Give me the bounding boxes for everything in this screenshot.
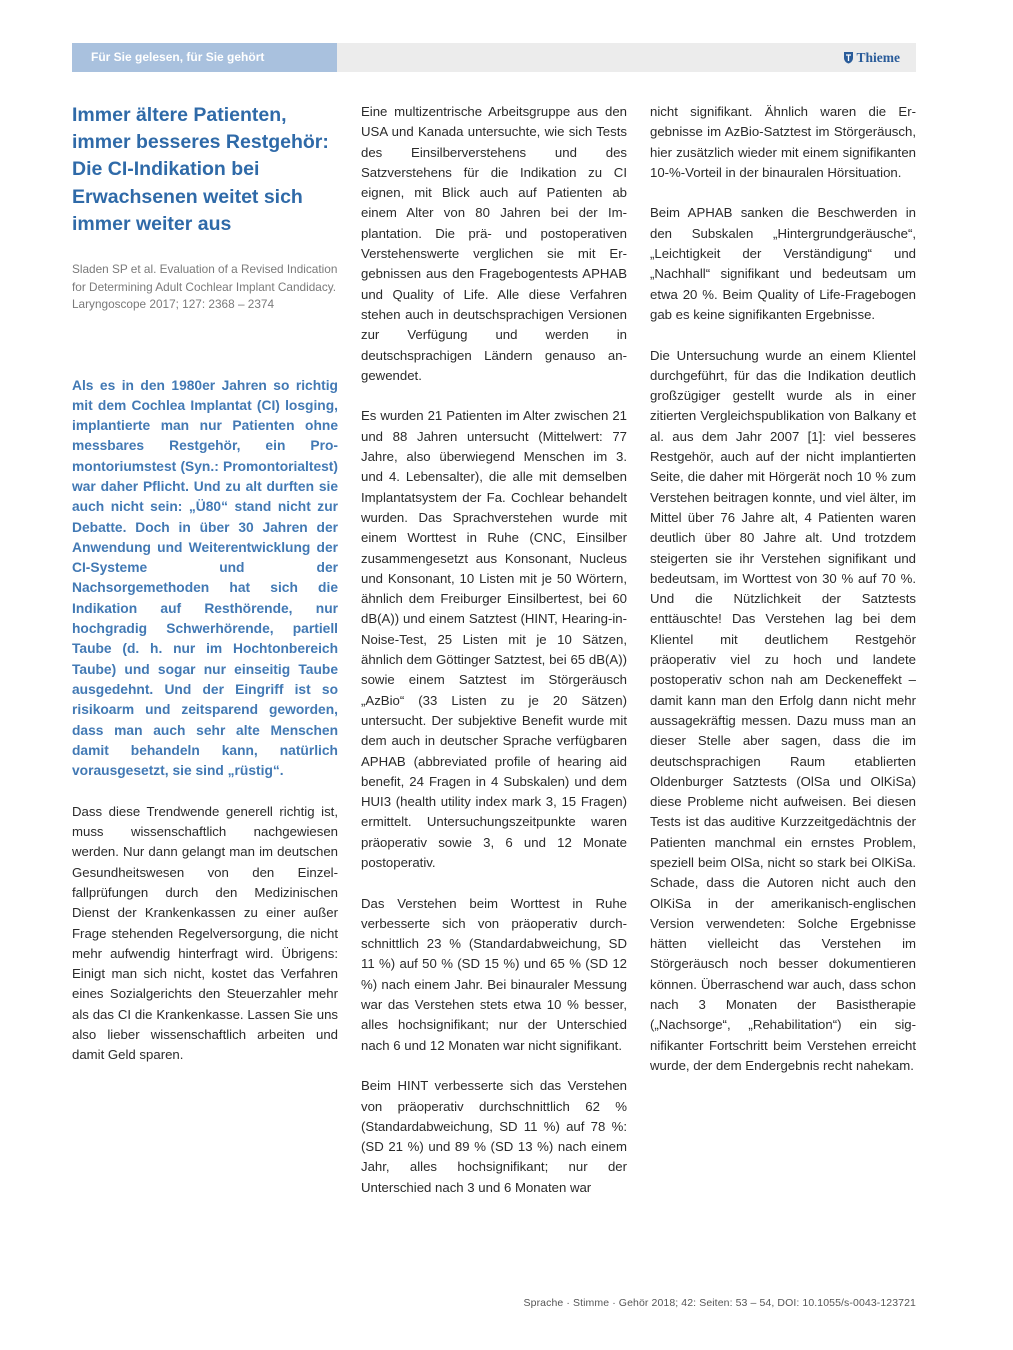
publisher-name: Thieme bbox=[856, 50, 900, 65]
article-title: Immer ältere Patienten, immer besseres Restgehör: Die CI-Indikation bei Erwachsenen weitet sich immer weiter aus bbox=[72, 104, 329, 235]
body-paragraph: Das Verstehen beim Worttest in Ruhe verbesserte sich von präoperativ durchschnittlich 23 % (Standardabweichung, SD 11 %) auf 50 % (SD 15 %) und 65 % (SD 12 %) nach einem Jahr. Bei binauraler Messung war das Verstehen stets etwa 10 % besser, alles hochsignifikant; nur der Unterschied nach 6 und 12 Monaten war nicht signifikant. bbox=[361, 895, 627, 1053]
body-paragraph: Beim APHAB sanken die Beschwerden in den Subskalen „Hintergrundgeräusche“, „Leichtigkeit der Verständigung“ und „Nachhall“ signifikant und bedeutsam um etwa 20 %. Beim Quality of Life-Fragebogen gab es keine signifikanten Ergebnisse. bbox=[650, 205, 916, 322]
thieme-logo-icon bbox=[843, 51, 854, 64]
article-citation: Sladen SP et al. Evaluation of a Revised Indication for Determining Adult Cochlear Implant Candidacy. Laryngoscope 2017; 127: 2368 – 2374 bbox=[72, 262, 338, 312]
column-1 bbox=[72, 102, 338, 1086]
body-paragraph: Die Untersuchung wurde an einem Klientel durchgeführt, für das die Indikation deutlich großzügiger gestellt wurde als in einer zitierten Vergleichspublikation von Balkany et al. aus dem Jahr 2007 [1]: viel besseres Restgehör, auch auf der nicht implantierten Seite, die daher mit Hörgerät noch 10 % zum Verstehen beitragen konnte, und viel älter, im Mittel über 76 Jahre alt, 4 Patienten waren deutlich über 80 Jahre alt. Und trotzdem steigerten sie ihr Verstehen signifikant und bedeutsam, im Worttest von 30 % auf 70 %. Und die Nützlichkeit der Satztests enttäuschte! Das Verstehen lag bei dem Klientel mit deutlichem Restgehör präoperativ viel zu hoch und landete postoperativ schon nah am Deckeneffekt – damit kann man den Erfolg dann nicht mehr aussagekräftig messen. Dazu muss man an dieser Stelle aber sagen, dass die im deutschsprachigen Raum etablierten Oldenburger Satztests (OlSa und OlKiSa) diese Probleme nicht aufweisen. Bei diesen Tests ist das auditive Kurzzeitgedächtnis der Patienten manchmal ein ernstes Problem, speziell beim OlSa, nicht so stark bei OlKiSa. Schade, dass die Autoren nicht auch den OlKiSa in der amerikanisch-englischen Version verwendeten: Solche Ergebnisse hätten vielleicht das Verstehen im Störgeräusch noch besser dokumentieren können. Überraschend war auch, dass schon nach 3 Monaten der Basistherapie („Nachsorge“, „Rehabilitation“) ein signifikanter Fortschritt beim Verstehen erreicht wurde, der dem Endergebnis recht nahekam. bbox=[650, 347, 916, 1073]
lead-paragraph: Als es in den 1980er Jahren so richtig mit dem Cochlea Implantat (CI) losging, implantierte man nur Patienten ohne messbares Restgehör, ein Promontoriumstest (Syn.: Promontorialtest) war daher Pflicht. Und zu alt durften sie auch nicht sein: „Ü80“ stand nicht zur Debatte. Doch in über 30 Jahren der Anwendung und Weiterentwicklung der CI-Systeme und der Nachsorgemethoden hat sich die Indikation auf Resthörende, nur hochgradig Schwerhörende, partiell Taube (d. h. nur im Hochtonbereich Taube) und sogar nur einseitig Taube ausgedehnt. Und der Eingriff ist so risikoarm und zeitsparend geworden, dass man auch sehr alte Menschen damit behandeln kann, natürlich vorausgesetzt, sie sind „rüstig“. bbox=[72, 377, 338, 779]
body-paragraph: Dass diese Trendwende generell richtig ist, muss wissenschaftlich nachgewiesen werden. Nur dann gelangt man im deutschen Gesundheitswesen von den Einzelfallprüfungen durch den Medizinischen Dienst der Krankenkassen zu einer außer Frage stehenden Regelversorgung, die nicht mehr aufwendig hinterfragt wird. Übrigens: Einigt man sich nicht, kostet das Verfahren eines Sozialgerichts den Steuerzahler mehr als das CI die Krankenkasse. Lassen Sie uns also lieber wissenschaftlich arbeiten und damit Geld sparen. bbox=[72, 803, 338, 1063]
body-paragraph: nicht signifikant. Ähnlich waren die Ergebnisse im AzBio-Satztest im Störgeräusch, hier zusätzlich wieder mit einem signifikanten 10-%-Vorteil in der binauralen Hörsituation. bbox=[650, 104, 916, 180]
section-label: Für Sie gelesen, für Sie gehört bbox=[72, 43, 337, 72]
publisher-logo bbox=[843, 43, 901, 72]
column-2 bbox=[361, 102, 627, 1218]
page-footer-citation: Sprache · Stimme · Gehör 2018; 42: Seiten: 53 – 54, DOI: 10.1055/s-0043-123721 bbox=[523, 1297, 916, 1309]
page-header bbox=[72, 43, 916, 72]
body-paragraph: Es wurden 21 Patienten im Alter zwischen 21 und 88 Jahren untersucht (Mittelwert: 77 Jahre, also überwiegend Menschen im 3. und 4. Lebensalter), die alle mit demselben Implantatsystem der Fa. Cochlear behandelt wurden. Das Sprachverstehen wurde mit einem Worttest in Ruhe (CNC, Einsilber zusammengesetzt aus Konsonant, Nucleus und Konsonant, 10 Listen mit je 50 Wörtern, ähnlich dem Freiburger Einsilbertest, bei 60 dB(A)) und einem Satztest (HINT, Hearing-in-Noise-Test, 25 Listen mit je 10 Sätzen, ähnlich dem Göttinger Satztest, bei 65 dB(A)) sowie einem Satztest im Störgeräusch „AzBio“ (33 Listen zu je 20 Sätzen) untersucht. Der subjektive Benefit wurde mit dem auch in deutscher Sprache verfügbaren APHAB (abbreviated profile of hearing aid benefit, 24 Fragen in 4 Subskalen) und dem HUI3 (health utility index mark 3, 15 Fragen) ermittelt. Untersuchungszeitpunkte waren präoperativ sowie 3, 6 und 12 Monate postoperativ. bbox=[361, 408, 627, 870]
column-3 bbox=[650, 102, 916, 1097]
body-paragraph: Beim HINT verbesserte sich das Verstehen von präoperativ durchschnittlich 62 % (Standardabweichung, SD 11 %) auf 78 %: (SD 21 %) und 89 % (SD 13 %) nach einem Jahr, alles hochsignifikant; nur der Unterschied nach 3 und 6 Monaten war bbox=[361, 1078, 627, 1195]
body-paragraph: Eine multizentrische Arbeitsgruppe aus den USA und Kanada untersuchte, wie sich Tests des Einsilberverstehens und des Satzverstehens für die Indikation zu CI eignen, mit Blick auch auf Patienten ab einem Alter von 80 Jahren bei der Implantation. Die prä- und postoperativen Verstehenswerte verglichen sie mit Ergebnissen aus den Fragebogentests APHAB und Quality of Life. Alle diese Verfahren stehen auch in deutschsprachigen Versionen zur Verfügung und werden in deutschsprachigen Ländern genauso angewendet. bbox=[361, 104, 627, 383]
